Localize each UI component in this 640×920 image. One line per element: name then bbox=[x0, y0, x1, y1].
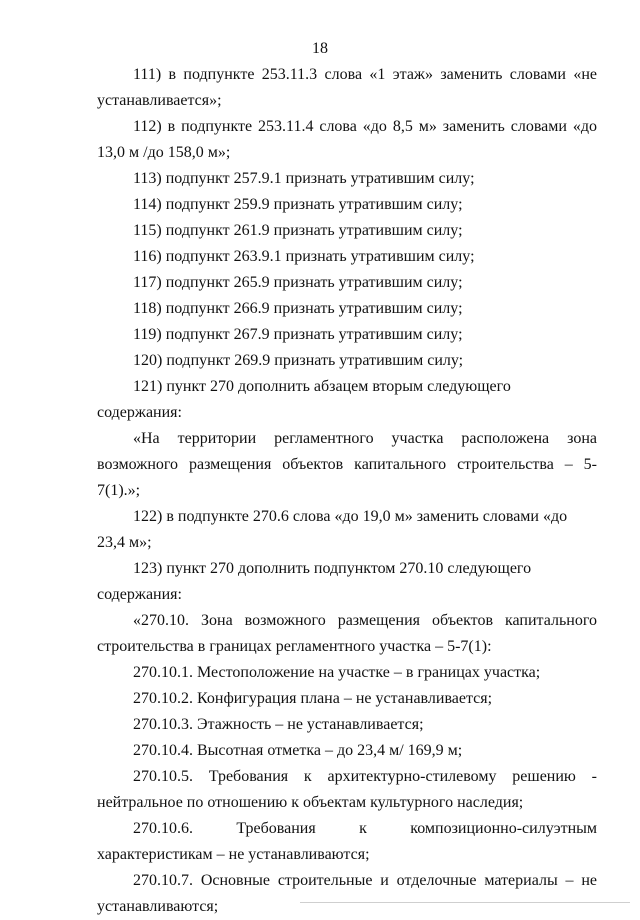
paragraph-123: 123) пункт 270 дополнить подпунктом 270.10 следующего содержания: bbox=[97, 560, 532, 603]
scan-edge-line bbox=[300, 902, 630, 903]
subclause-270-10-7: 270.10.7. Основные строительные и отделочные материалы – не устанавливаются; bbox=[97, 872, 597, 915]
paragraph-113: 113) подпункт 257.9.1 признать утратившим силу; bbox=[133, 170, 475, 187]
subclause-270-10-5: 270.10.5. Требования к архитектурно-стилевому решению - нейтральное по отношению к объектам культурного наследия; bbox=[97, 768, 597, 811]
paragraph-119: 119) подпункт 267.9 признать утратившим силу; bbox=[133, 326, 463, 343]
paragraph-121: 121) пункт 270 дополнить абзацем вторым следующего содержания: bbox=[97, 378, 511, 421]
paragraph-120: 120) подпункт 269.9 признать утратившим силу; bbox=[133, 352, 464, 369]
document-body bbox=[97, 62, 597, 920]
paragraph-116: 116) подпункт 263.9.1 признать утратившим силу; bbox=[133, 248, 475, 265]
paragraph-122: 122) в подпункте 270.6 слова «до 19,0 м» заменить словами «до 23,4 м»; bbox=[97, 508, 568, 551]
subclause-270-10-6: 270.10.6. Требования к композиционно-силуэтным характеристикам – не устанавливаются; bbox=[97, 820, 597, 863]
subclause-270-10-1: 270.10.1. Местоположение на участке – в границах участка; bbox=[133, 664, 541, 681]
paragraph-114: 114) подпункт 259.9 признать утратившим силу; bbox=[133, 196, 463, 213]
paragraph-118: 118) подпункт 266.9 признать утратившим силу; bbox=[133, 300, 463, 317]
page-number: 18 bbox=[312, 40, 328, 57]
subclause-270-10-4: 270.10.4. Высотная отметка – до 23,4 м/ 169,9 м; bbox=[133, 742, 463, 759]
subclause-270-10: «270.10. Зона возможного размещения объектов капитального строительства в границах регламентного участка – 5-7(1): bbox=[97, 612, 597, 655]
quoted-paragraph-territory: «На территории регламентного участка расположена зона возможного размещения объектов капитального строительства – 5-7(1).»; bbox=[97, 430, 597, 499]
subclause-270-10-3: 270.10.3. Этажность – не устанавливается; bbox=[133, 716, 424, 733]
paragraph-112: 112) в подпункте 253.11.4 слова «до 8,5 м» заменить словами «до 13,0 м /до 158,0 м»; bbox=[97, 118, 597, 161]
paragraph-115: 115) подпункт 261.9 признать утратившим силу; bbox=[133, 222, 463, 239]
paragraph-111: 111) в подпункте 253.11.3 слова «1 этаж» заменить словами «не устанавливается»; bbox=[97, 66, 597, 109]
subclause-270-10-2: 270.10.2. Конфигурация плана – не устанавливается; bbox=[133, 690, 493, 707]
paragraph-117: 117) подпункт 265.9 признать утратившим силу; bbox=[133, 274, 463, 291]
